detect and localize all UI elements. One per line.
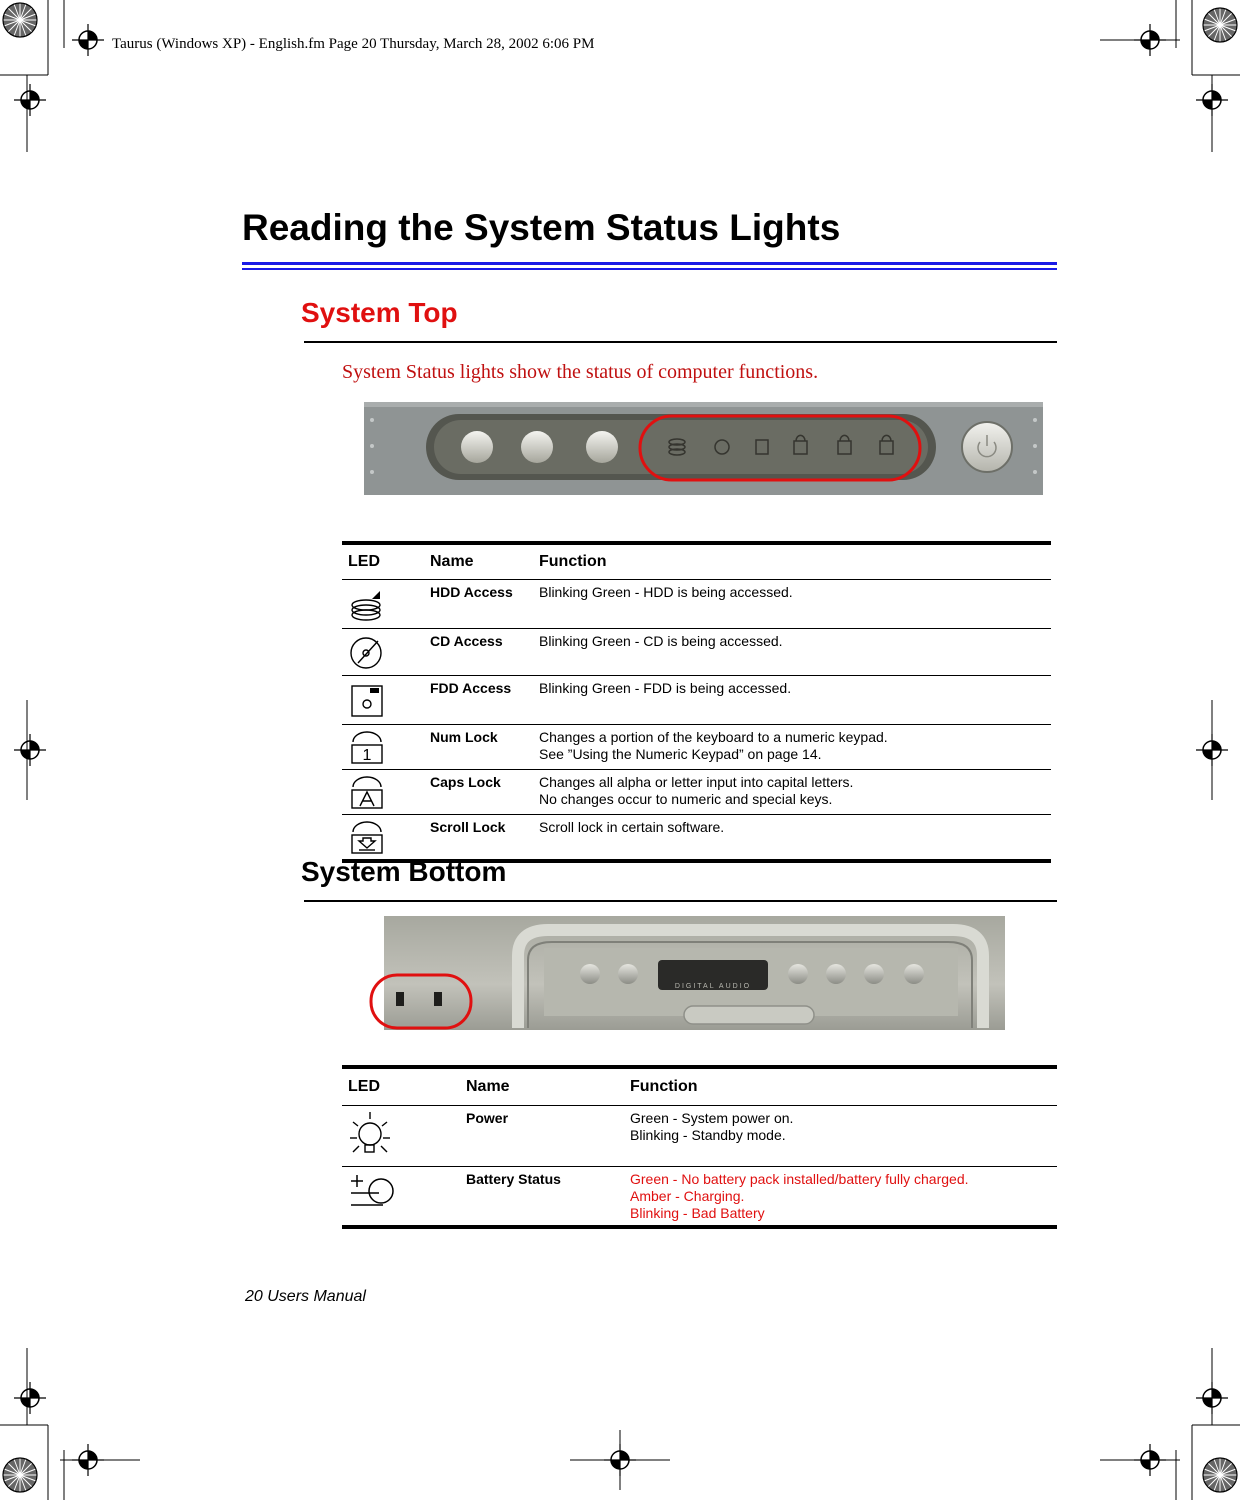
column-header-function: Function — [630, 1067, 1057, 1105]
function-text: Blinking - Bad Battery — [630, 1204, 765, 1221]
function-text: Green - No battery pack installed/battery fully charged. — [630, 1170, 969, 1187]
led-cell — [342, 675, 430, 724]
led-cell — [342, 724, 430, 769]
system-bottom-led-table — [342, 1065, 1057, 1229]
table-row — [342, 724, 1051, 769]
led-function — [630, 1105, 1057, 1166]
led-name: Power — [466, 1105, 630, 1166]
section-rule — [304, 341, 1057, 343]
function-text: Amber - Charging. — [630, 1187, 745, 1204]
title-rule — [242, 262, 1057, 270]
column-header-led: LED — [342, 1067, 466, 1105]
scroll-lock-icon — [350, 821, 386, 855]
caps-lock-icon — [350, 776, 386, 810]
led-name: Caps Lock — [430, 769, 539, 814]
table-row — [342, 1166, 1057, 1227]
column-header-name: Name — [466, 1067, 630, 1105]
led-function — [539, 579, 1051, 628]
led-cell — [342, 814, 430, 861]
svg-text:1: 1 — [362, 746, 372, 764]
page-title: Reading the System Status Lights — [242, 207, 841, 248]
function-text: Green - System power on. — [630, 1109, 794, 1126]
led-cell — [342, 1166, 466, 1227]
led-name: Num Lock — [430, 724, 539, 769]
function-text: Scroll lock in certain software. — [539, 818, 725, 835]
hdd-icon — [350, 588, 386, 624]
table-row — [342, 1105, 1057, 1166]
intro-text: System Status lights show the status of computer functions. — [342, 361, 819, 383]
table-row — [342, 579, 1051, 628]
table-row — [342, 769, 1051, 814]
table-row — [342, 675, 1051, 724]
section-rule — [304, 900, 1057, 902]
function-text: Changes a portion of the keyboard to a numeric keypad. — [539, 728, 888, 745]
function-text: Blinking Green - FDD is being accessed. — [539, 679, 792, 696]
section-heading-system-bottom: System Bottom — [301, 856, 507, 887]
print-header: Taurus (Windows XP) - English.fm Page 20 Thursday, March 28, 2002 6:06 PM — [112, 36, 595, 52]
digital-audio-label: DIGITAL AUDIO — [674, 983, 752, 990]
led-function — [539, 769, 1051, 814]
status-button — [461, 431, 493, 463]
led-function — [539, 628, 1051, 675]
function-text: Blinking Green - HDD is being accessed. — [539, 583, 793, 600]
table-row — [342, 628, 1051, 675]
status-button — [521, 431, 553, 463]
led-name: Scroll Lock — [430, 814, 539, 861]
power-button — [962, 422, 1012, 472]
column-header-led: LED — [342, 543, 430, 579]
table-header-row — [342, 1067, 1057, 1105]
function-text: Changes all alpha or letter input into capital letters. — [539, 773, 854, 790]
led-cell — [342, 628, 430, 675]
system-top-photo — [364, 402, 1043, 495]
led-name: CD Access — [430, 628, 539, 675]
led-function — [539, 814, 1051, 861]
floppy-icon — [350, 684, 386, 720]
led-name: HDD Access — [430, 579, 539, 628]
page-footer: 20 Users Manual — [245, 1288, 366, 1305]
led-name: Battery Status — [466, 1166, 630, 1227]
status-button — [586, 431, 618, 463]
led-cell — [342, 769, 430, 814]
system-top-led-table — [342, 541, 1051, 863]
function-text: No changes occur to numeric and special keys. — [539, 790, 833, 807]
column-header-name: Name — [430, 543, 539, 579]
function-text: See ”Using the Numeric Keypad” on page 14. — [539, 745, 822, 762]
led-name: FDD Access — [430, 675, 539, 724]
column-header-function: Function — [539, 543, 1051, 579]
table-header-row — [342, 543, 1051, 579]
led-cell — [342, 579, 430, 628]
system-bottom-photo — [368, 916, 1005, 1032]
led-function — [539, 724, 1051, 769]
cd-icon — [350, 635, 386, 671]
table-row — [342, 814, 1051, 861]
num-lock-icon — [350, 731, 386, 765]
function-text: Blinking Green - CD is being accessed. — [539, 632, 783, 649]
led-cell — [342, 1105, 466, 1166]
function-text: Blinking - Standby mode. — [630, 1126, 786, 1143]
power-icon — [348, 1110, 392, 1158]
battery-status-icon — [348, 1171, 396, 1215]
led-function — [630, 1166, 1057, 1227]
led-function — [539, 675, 1051, 724]
section-heading-system-top: System Top — [301, 297, 458, 328]
